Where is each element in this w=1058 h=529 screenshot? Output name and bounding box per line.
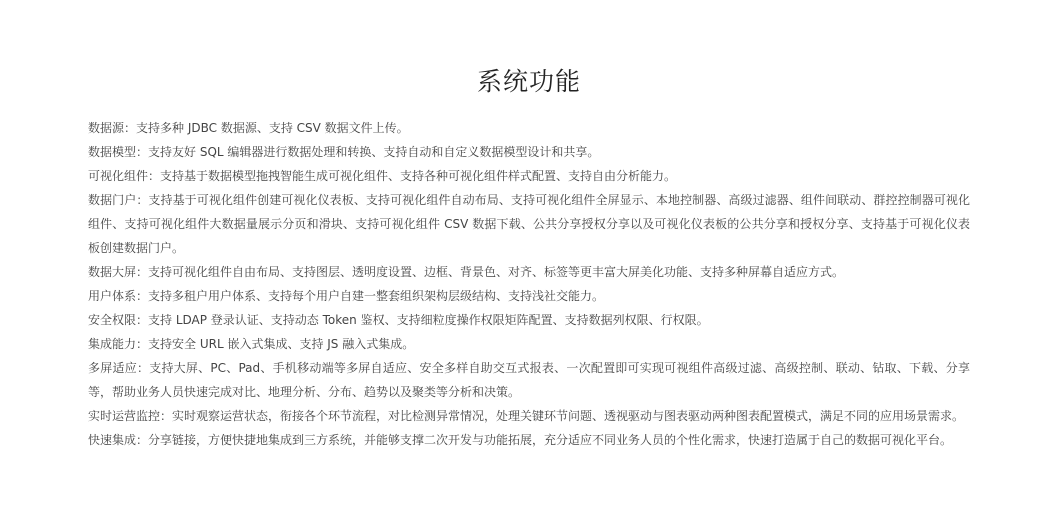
feature-label: 集成能力：: [88, 337, 149, 351]
feature-label: 安全权限：: [88, 313, 149, 327]
feature-label: 数据门户：: [88, 193, 149, 207]
feature-item-quick-integration: [88, 428, 970, 452]
feature-item-security: [88, 308, 970, 332]
feature-text: 支持基于数据模型拖拽智能生成可视化组件、支持各种可视化组件样式配置、支持自由分析能力。: [160, 169, 677, 183]
feature-text: 支持基于可视化组件创建可视化仪表板、支持可视化组件自动布局、支持可视化组件全屏显示、本地控制器、高级过滤器、组件间联动、群控控制器可视化组件、支持可视化组件大数据量展示分页和滑块、支持可视化组件 CSV 数据下载、公共分享授权分享以及可视化仪表板的公共分享和授权分享、支持基于可视化仪表板创建数据门户。: [88, 193, 970, 255]
feature-label: 多屏适应：: [88, 361, 150, 375]
feature-text: 实时观察运营状态，衔接各个环节流程，对比检测异常情况，处理关键环节问题、透视驱动与图表驱动两种图表配置模式，满足不同的应用场景需求。: [172, 409, 965, 423]
feature-item-integration: [88, 332, 970, 356]
feature-label: 实时运营监控：: [88, 409, 173, 423]
feature-text: 支持多种 JDBC 数据源、支持 CSV 数据文件上传。: [136, 121, 409, 135]
page-title: 系统功能: [476, 67, 581, 96]
feature-item-data-model: [88, 140, 970, 164]
feature-label: 快速集成：: [88, 433, 149, 447]
feature-text: 支持可视化组件自由布局、支持图层、透明度设置、边框、背景色、对齐、标签等更丰富大屏美化功能、支持多种屏幕自适应方式。: [148, 265, 845, 279]
feature-label: 数据大屏：: [88, 265, 149, 279]
feature-text: 支持 LDAP 登录认证、支持动态 Token 鉴权、支持细粒度操作权限矩阵配置、支持数据列权限、行权限。: [148, 313, 709, 327]
feature-label: 数据模型：: [88, 145, 149, 159]
feature-item-multi-screen: [88, 356, 970, 404]
feature-item-realtime-monitor: [88, 404, 970, 428]
feature-label: 用户体系：: [88, 289, 149, 303]
feature-text: 支持安全 URL 嵌入式集成、支持 JS 融入式集成。: [148, 337, 415, 351]
feature-label: 数据源：: [88, 121, 137, 135]
feature-text: 支持大屏、PC、Pad、手机移动端等多屏自适应、安全多样自助交互式报表、一次配置即可实现可视组件高级过滤、高级控制、联动、钻取、下载、分享等，帮助业务人员快速完成对比、地理分析、分布、趋势以及聚类等分析和决策。: [88, 361, 970, 399]
feature-label: 可视化组件：: [88, 169, 161, 183]
feature-item-data-portal: [88, 188, 970, 260]
feature-text: 支持多租户用户体系、支持每个用户自建一整套组织架构层级结构、支持浅社交能力。: [148, 289, 605, 303]
feature-item-data-source: [88, 116, 970, 140]
feature-text: 支持友好 SQL 编辑器进行数据处理和转换、支持自动和自定义数据模型设计和共享。: [148, 145, 600, 159]
feature-item-data-screen: [88, 260, 970, 284]
feature-text: 分享链接，方便快捷地集成到三方系统，并能够支撑二次开发与功能拓展，充分适应不同业务人员的个性化需求，快速打造属于自己的数据可视化平台。: [148, 433, 953, 447]
feature-item-user-system: [88, 284, 970, 308]
feature-list: [88, 116, 970, 452]
feature-item-visual-component: [88, 164, 970, 188]
